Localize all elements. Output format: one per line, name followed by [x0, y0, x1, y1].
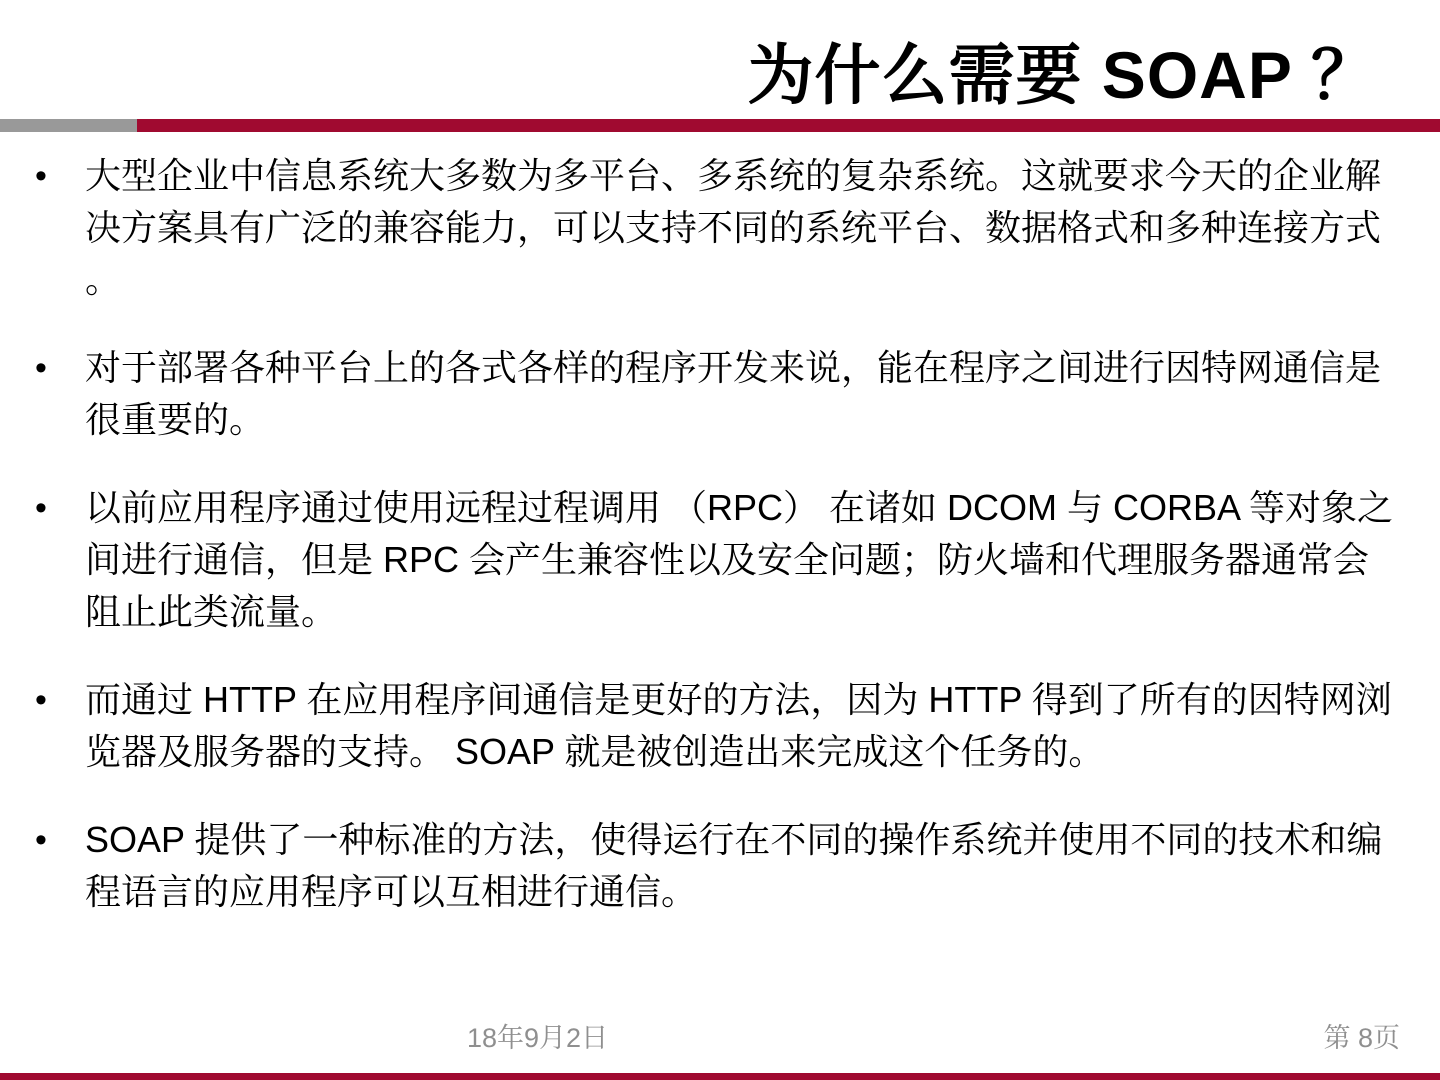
bullet-line: 以前应用程序通过使用远程过程调用 （RPC） 在诸如 DCOM 与 CORBA 等对象之 — [85, 487, 1394, 528]
title-accent-bar — [0, 119, 1440, 132]
bullet-line: 对于部署各种平台上的各式各样的程序开发来说，能在程序之间进行因特网通信是 — [85, 347, 1382, 388]
bullet-marker: • — [35, 821, 47, 859]
footer-date: 18年9月2日 — [467, 1023, 609, 1053]
accent-bar-gray-segment — [0, 119, 137, 132]
bullet-text — [85, 342, 1415, 446]
slide-title: 为什么需要 SOAP ？ — [747, 38, 1378, 112]
bullet-marker: • — [35, 489, 47, 527]
accent-bar-red-segment — [137, 119, 1440, 132]
bullet-list — [35, 150, 1415, 954]
footer-page-number: 第 8页 — [1323, 1023, 1400, 1053]
bullet-line: 决方案具有广泛的兼容能力，可以支持不同的系统平台、数据格式和多种连接方式 — [85, 207, 1382, 248]
bullet-marker: • — [35, 681, 47, 719]
bullet-line: 而通过 HTTP 在应用程序间通信是更好的方法，因为 HTTP 得到了所有的因特网浏 — [85, 679, 1392, 720]
bullet-marker: • — [35, 157, 47, 195]
bullet-item — [35, 814, 1415, 918]
bullet-line: SOAP 提供了一种标准的方法，使得运行在不同的操作系统并使用不同的技术和编 — [85, 819, 1383, 860]
bullet-line: 。 — [85, 259, 122, 300]
bullet-line: 览器及服务器的支持。 SOAP 就是被创造出来完成这个任务的。 — [85, 731, 1105, 772]
bullet-item — [35, 342, 1415, 446]
bullet-item — [35, 150, 1415, 306]
bullet-text — [85, 482, 1415, 638]
bullet-text — [85, 674, 1415, 778]
bullet-item — [35, 482, 1415, 638]
bullet-line: 程语言的应用程序可以互相进行通信。 — [85, 871, 698, 912]
bullet-text — [85, 150, 1415, 306]
bullet-line: 很重要的。 — [85, 399, 266, 440]
bullet-line: 间进行通信，但是 RPC 会产生兼容性以及安全问题；防火墙和代理服务器通常会 — [85, 539, 1370, 580]
bullet-line: 阻止此类流量。 — [85, 591, 338, 632]
bullet-text — [85, 814, 1415, 918]
bullet-line: 大型企业中信息系统大多数为多平台、多系统的复杂系统。这就要求今天的企业解 — [85, 155, 1382, 196]
bullet-marker: • — [35, 349, 47, 387]
bottom-accent-bar — [0, 1073, 1440, 1080]
bullet-item — [35, 674, 1415, 778]
